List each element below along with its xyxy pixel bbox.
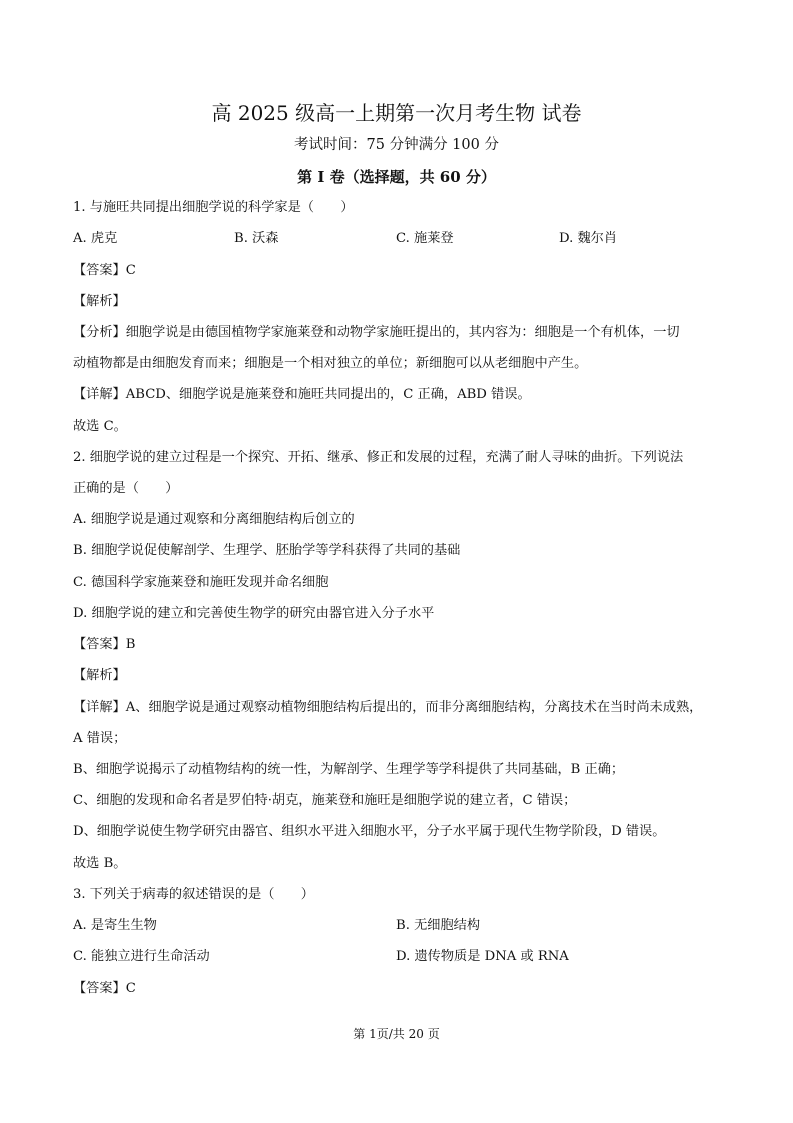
q1-analysis-label: 【解析】 bbox=[73, 294, 126, 309]
q1-option-a: A. 虎克 bbox=[73, 231, 118, 246]
q1-option-b: B. 沃森 bbox=[234, 231, 279, 246]
q1-option-d: D. 魏尔肖 bbox=[559, 231, 618, 246]
q2-detail-line1: 【详解】A、细胞学说是通过观察动植物细胞结构后提出的，而非分离细胞结构，分离技术在当时尚未成熟， bbox=[73, 700, 703, 715]
q2-analysis-label: 【解析】 bbox=[73, 668, 126, 683]
q2-option-b: B. 细胞学说促使解剖学、生理学、胚胎学等学科获得了共同的基础 bbox=[73, 543, 461, 558]
q2-detail-line2: A 错误； bbox=[73, 731, 127, 746]
q3-option-d: D. 遗传物质是 DNA 或 RNA bbox=[396, 949, 569, 964]
q2-stem-line2: 正确的是（ ） bbox=[73, 481, 179, 496]
exam-subtitle: 考试时间：75 分钟满分 100 分 bbox=[294, 137, 499, 153]
q1-analysis-line2: 动植物都是由细胞发育而来；细胞是一个相对独立的单位；新细胞可以从老细胞中产生。 bbox=[73, 356, 588, 371]
q1-answer: 【答案】C bbox=[73, 263, 136, 278]
q1-stem: 1. 与施旺共同提出细胞学说的科学家是（ ） bbox=[73, 200, 354, 215]
q3-option-c: C. 能独立进行生命活动 bbox=[73, 949, 210, 964]
q2-detail-c: C、细胞的发现和命名者是罗伯特·胡克，施莱登和施旺是细胞学说的建立者，C 错误； bbox=[73, 793, 577, 808]
q3-answer: 【答案】C bbox=[73, 981, 136, 996]
q1-conclusion: 故选 C。 bbox=[73, 419, 127, 434]
q1-option-c: C. 施莱登 bbox=[396, 231, 454, 246]
q1-analysis-line1: 【分析】细胞学说是由德国植物学家施莱登和动物学家施旺提出的，其内容为：细胞是一个有机体，一切 bbox=[73, 325, 680, 340]
exam-title: 高 2025 级高一上期第一次月考生物 试卷 bbox=[211, 101, 582, 125]
q2-option-a: A. 细胞学说是通过观察和分离细胞结构后创立的 bbox=[73, 512, 355, 527]
q2-option-d: D. 细胞学说的建立和完善使生物学的研究由器官进入分子水平 bbox=[73, 606, 435, 621]
q1-detail: 【详解】ABCD、细胞学说是施莱登和施旺共同提出的，C 正确，ABD 错误。 bbox=[73, 387, 531, 402]
q2-detail-b: B、细胞学说揭示了动植物结构的统一性，为解剖学、生理学等学科提供了共同基础，B 正确； bbox=[73, 762, 625, 777]
q2-option-c: C. 德国科学家施莱登和施旺发现并命名细胞 bbox=[73, 575, 329, 590]
page-footer: 第 1页/共 20 页 bbox=[353, 1027, 440, 1041]
q2-conclusion: 故选 B。 bbox=[73, 856, 127, 871]
q3-option-b: B. 无细胞结构 bbox=[396, 918, 481, 933]
q3-option-a: A. 是寄生生物 bbox=[73, 918, 157, 933]
q2-answer: 【答案】B bbox=[73, 637, 136, 652]
section-heading: 第 I 卷（选择题，共 60 分） bbox=[297, 168, 496, 186]
q2-stem-line1: 2. 细胞学说的建立过程是一个探究、开拓、继承、修正和发展的过程，充满了耐人寻味的曲折。下列说法 bbox=[73, 450, 684, 465]
q2-detail-d: D、细胞学说使生物学研究由器官、组织水平进入细胞水平，分子水平属于现代生物学阶段，D 错误。 bbox=[73, 824, 666, 839]
q3-stem: 3. 下列关于病毒的叙述错误的是（ ） bbox=[73, 887, 314, 902]
